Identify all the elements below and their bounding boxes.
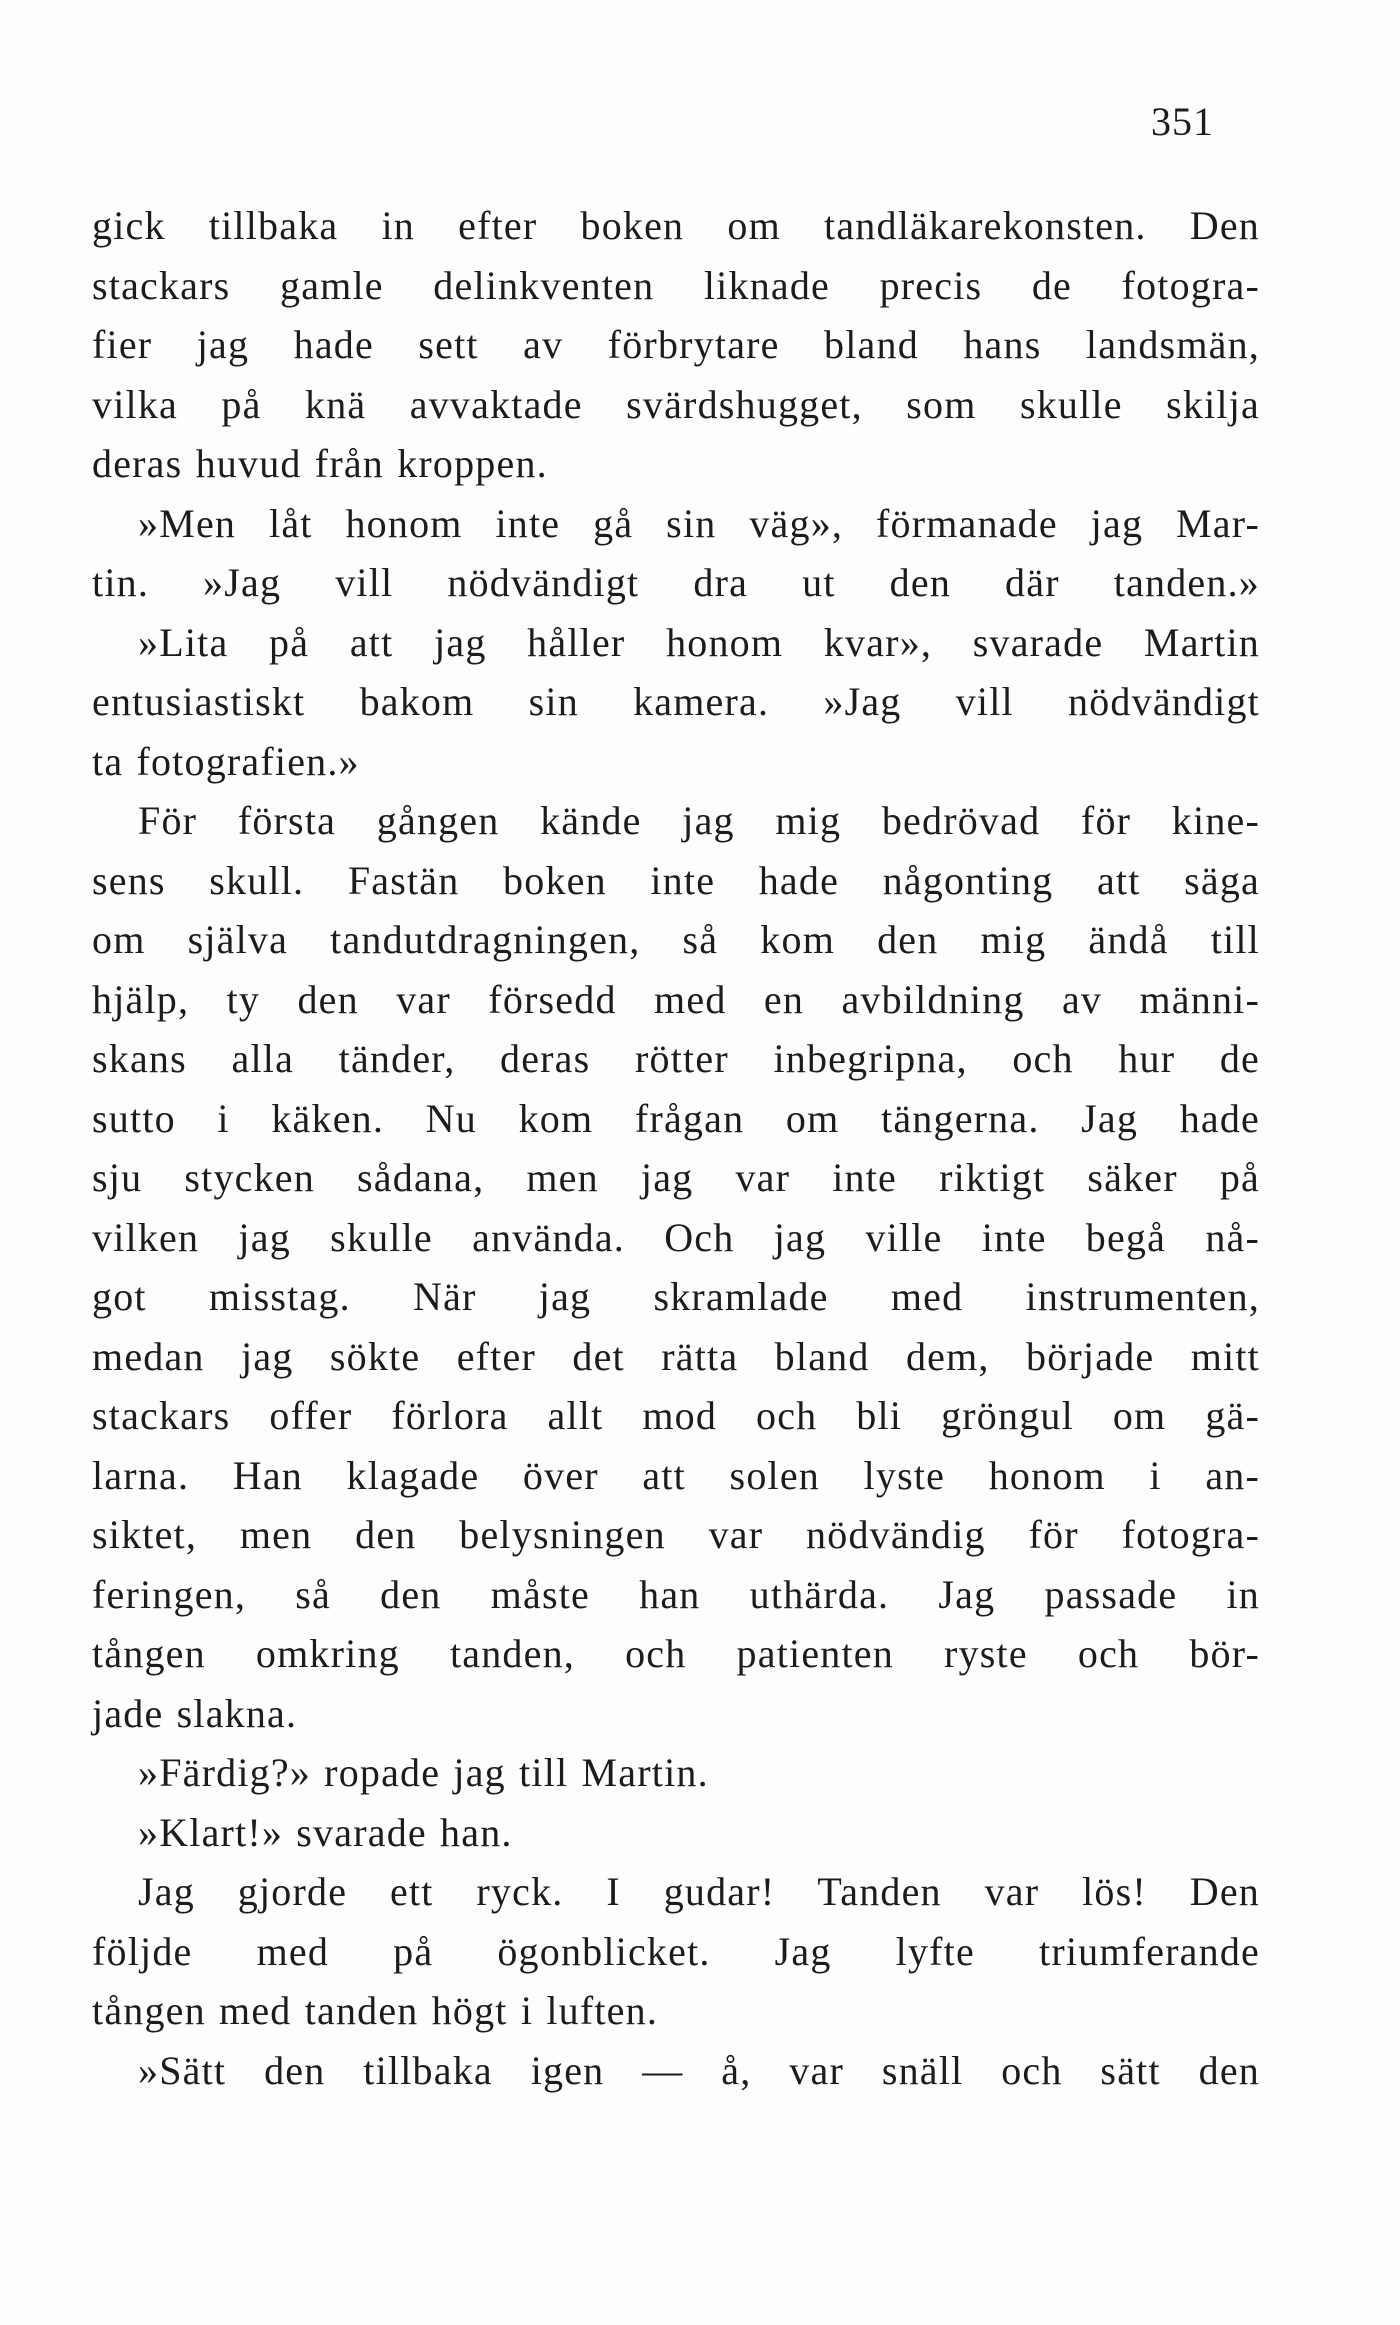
text-line: För första gången kände jag mig bedrövad för kine- (138, 798, 1260, 843)
text-line: »Färdig?» ropade jag till Martin. (138, 1750, 709, 1795)
text-line: ta fotografien.» (92, 738, 360, 784)
text-line: »Men låt honom inte gå sin väg», förmanade jag Mar- (138, 500, 1260, 546)
text-line: sens skull. Fastän boken inte hade någonting att säga (92, 857, 1260, 903)
text-line: sju stycken sådana, men jag var inte riktigt säker på (92, 1155, 1260, 1200)
text-line: fier jag hade sett av förbrytare bland hans landsmän, (92, 322, 1260, 367)
text-line: följde med på ögonblicket. Jag lyfte triumferande (92, 1928, 1260, 1974)
text-line: siktet, men den belysningen var nödvändig för fotogra- (92, 1512, 1260, 1557)
text-line: jade slakna. (92, 1690, 298, 1736)
text-line: sutto i käken. Nu kom frågan om tängerna. Jag hade (92, 1095, 1260, 1141)
text-line: deras huvud från kroppen. (92, 441, 548, 486)
text-line: larna. Han klagade över att solen lyste honom i an- (92, 1452, 1260, 1498)
text-line: Jag gjorde ett ryck. I gudar! Tanden var lös! Den (138, 1869, 1260, 1914)
text-line: »Klart!» svarade han. (138, 1809, 513, 1855)
text-line: stackars gamle delinkventen liknade precis de fotogra- (92, 262, 1260, 308)
page-number: 351 (1151, 99, 1214, 144)
text-line: tången med tanden högt i luften. (92, 1988, 659, 2033)
text-line: vilka på knä avvaktade svärdshugget, som skulle skilja (92, 381, 1260, 427)
text-line: feringen, så den måste han uthärda. Jag passade in (92, 1571, 1260, 1617)
text-line: stackars offer förlora allt mod och bli gröngul om gä- (92, 1393, 1260, 1438)
text-line: om själva tandutdragningen, så kom den mig ändå till (92, 917, 1260, 962)
text-line: tin. »Jag vill nödvändigt dra ut den där tanden.» (92, 560, 1260, 605)
body-text (92, 196, 1260, 2100)
text-line: entusiastiskt bakom sin kamera. »Jag vill nödvändigt (92, 679, 1260, 724)
text-line: hjälp, ty den var försedd med en avbildning av männi- (92, 976, 1260, 1022)
text-line: »Sätt den tillbaka igen — å, var snäll och sätt den (138, 2047, 1260, 2093)
text-line: vilken jag skulle använda. Och jag ville inte begå nå- (92, 1214, 1260, 1260)
text-line: skans alla tänder, deras rötter inbegripna, och hur de (92, 1036, 1260, 1081)
text-line: got misstag. När jag skramlade med instrumenten, (92, 1274, 1260, 1319)
text-line: medan jag sökte efter det rätta bland dem, började mitt (92, 1333, 1260, 1379)
text-line: »Lita på att jag håller honom kvar», svarade Martin (138, 619, 1260, 665)
text-line: tången omkring tanden, och patienten ryste och bör- (92, 1631, 1260, 1676)
text-line: gick tillbaka in efter boken om tandläkarekonsten. Den (92, 203, 1260, 248)
